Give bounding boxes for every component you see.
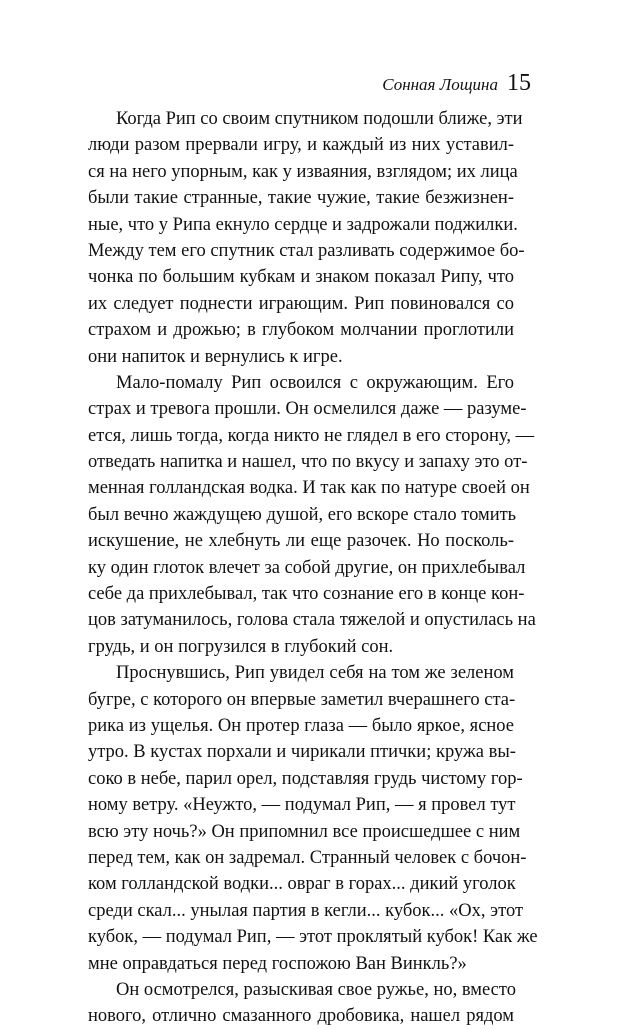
text-line: рика из ущелья. Он протер глаза — было яркое, ясное — [88, 715, 514, 736]
text-line: они напиток и вернулись к игре. — [88, 346, 343, 367]
text-line: Проснувшись, Рип увидел себя на том же зеленом — [116, 663, 514, 684]
page-header — [382, 70, 531, 97]
text-line: ному ветру. «Неужто, — подумал Рип, — я провел тут — [88, 795, 516, 816]
text-line: были такие странные, такие чужие, такие безжизнен- — [88, 188, 514, 209]
text-line: соко в небе, парил орел, подставляя грудь чистому гор- — [88, 768, 523, 789]
body-text — [88, 106, 538, 1030]
text-line: среди скал... унылая партия в кегли... кубок... «Ох, этот — [88, 900, 524, 921]
text-line: ные, что у Рипа екнуло сердце и задрожали поджилки. — [88, 214, 518, 235]
text-line: ется, лишь тогда, когда никто не глядел в его сторону, — — [88, 425, 535, 446]
text-line: их следует поднести играющим. Рип повиновался со — [88, 293, 514, 314]
text-line: менная голландская водка. И так как по натуре своей он — [88, 478, 530, 499]
text-line: утро. В кустах порхали и чирикали птички; кружа вы- — [88, 742, 516, 763]
text-line: себе да прихлебывал, так что сознание его в конце кон- — [88, 584, 525, 605]
text-line: Когда Рип со своим спутником подошли ближе, эти — [116, 109, 523, 129]
text-line: был вечно жаждущею душой, его вскоре стало томить — [88, 504, 517, 525]
text-line: кубок, — подумал Рип, — этот проклятый кубок! Как же — [88, 927, 538, 948]
text-line: всю эту ночь?» Он припомнил все происшедшее с ним — [88, 821, 521, 842]
text-line: Между тем его спутник стал разливать содержимое бо- — [88, 240, 525, 261]
text-line: чонка по большим кубкам и знаком показал Рипу, что — [88, 267, 514, 288]
running-title: Сонная Лощина — [382, 75, 498, 94]
text-line: ком голландской водки... овраг в горах... дикий уголок — [88, 874, 516, 895]
text-line: отведать напитка и нашел, что по вкусу и запаху это от- — [88, 452, 528, 473]
text-line: Он осмотрелся, разыскивая свое ружье, но, вместо — [116, 979, 516, 1000]
text-line: Мало-помалу Рип освоился с окружающим. Его — [116, 372, 514, 393]
text-line: страх и тревога прошли. Он осмелился даже — разуме- — [88, 399, 527, 420]
text-line: ку один глоток влечет за собой другие, он прихлебывал — [88, 557, 526, 578]
text-line: искушение, не хлебнуть ли еще разочек. Но посколь- — [88, 531, 514, 552]
text-line: мне оправдаться перед госпожою Ван Винкль?» — [88, 953, 467, 974]
text-line: перед тем, как он задремал. Странный человек с бочон- — [88, 847, 527, 868]
text-line: цов затуманилось, голова стала тяжелой и опустилась на — [88, 610, 536, 631]
text-line: грудь, и он погрузился в глубокий сон. — [88, 636, 394, 657]
text-line: страхом и дрожью; в глубоком молчании проглотили — [88, 320, 514, 341]
text-line: люди разом прервали игру, и каждый из них уставил- — [88, 135, 514, 156]
text-line: ся на него упорным, как у изваяния, взглядом; их лица — [88, 161, 518, 182]
page-number: 15 — [507, 70, 531, 96]
text-line: нового, отлично смазанного дробовика, нашел рядом — [88, 1006, 514, 1027]
text-line: бугре, с которого он впервые заметил вчерашнего ста- — [88, 689, 516, 710]
